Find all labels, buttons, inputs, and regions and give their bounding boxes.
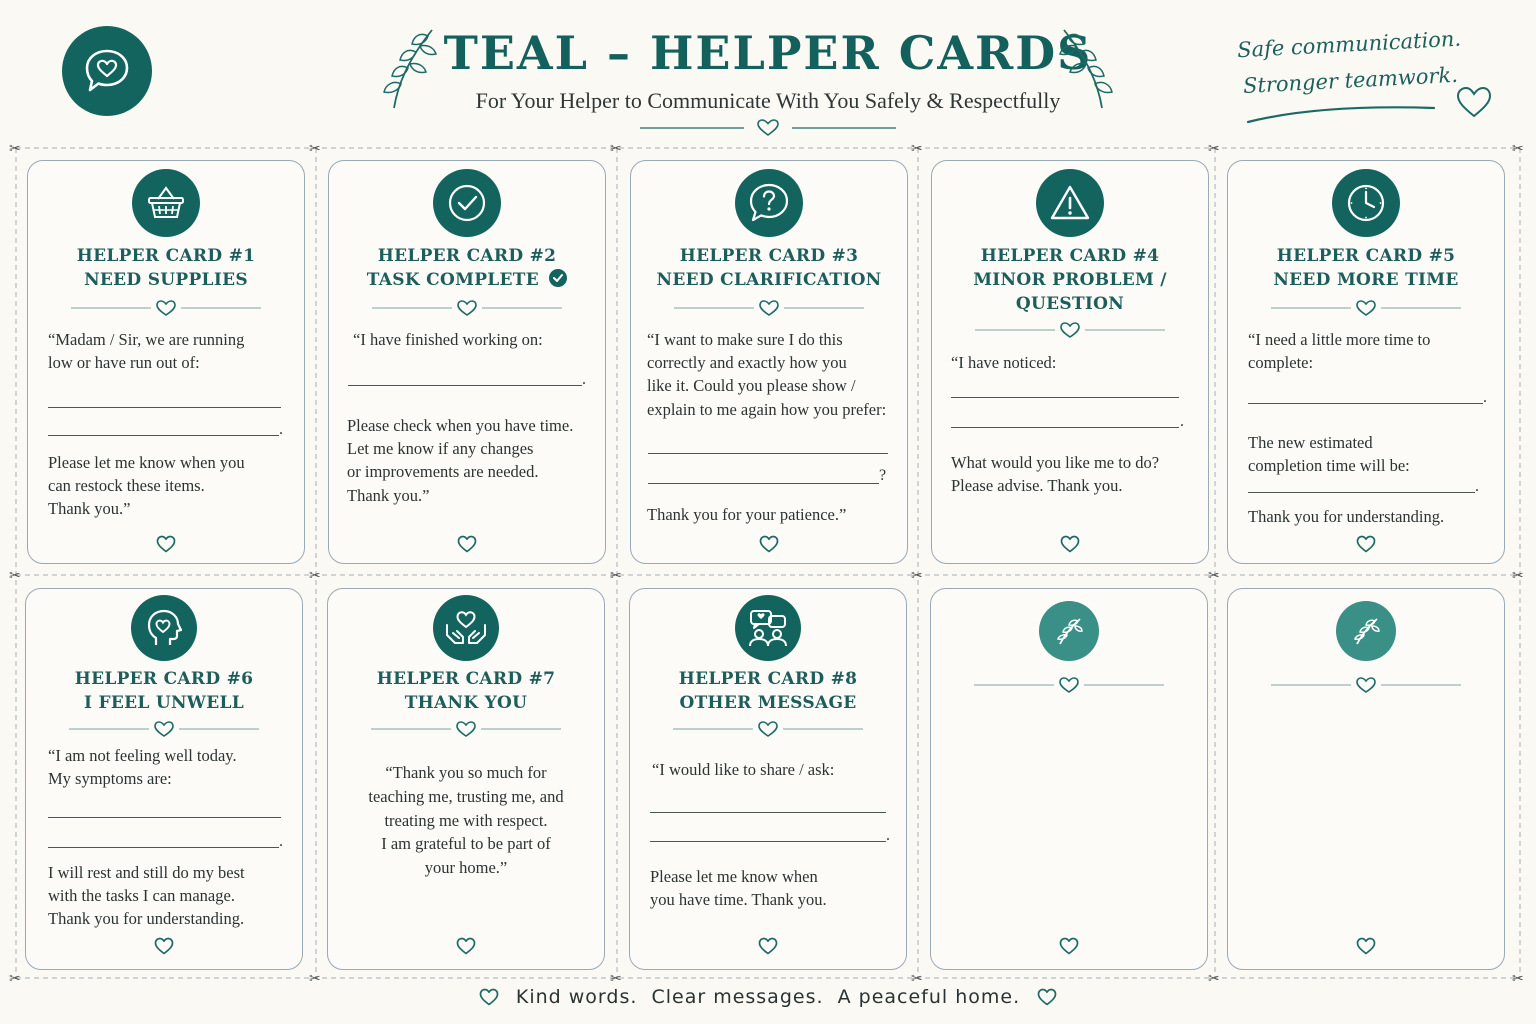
hands-heart-icon — [443, 607, 489, 649]
card-6-icon-badge — [131, 595, 197, 661]
card-3-divider — [674, 299, 864, 317]
card-3-title-number: HELPER CARD #3 — [679, 246, 859, 266]
svg-text:✂: ✂ — [610, 568, 622, 584]
card-3-closing-text — [647, 503, 891, 526]
svg-text:✂: ✂ — [1512, 568, 1524, 584]
card-5-intro-text — [1248, 328, 1488, 374]
card-4-title — [932, 244, 1208, 316]
card-7-title-label: THANK YOU — [404, 693, 528, 713]
blank-card-1-icon-badge — [1039, 601, 1099, 661]
card-4-closing-text — [951, 451, 1192, 497]
question-bubble-icon — [746, 180, 792, 226]
header-heart-divider — [640, 118, 896, 138]
card-6-fill-line-1[interactable] — [48, 817, 281, 818]
card-5-intro-line-2: complete: — [1248, 353, 1314, 373]
card-1-divider — [71, 299, 261, 317]
card-8-divider — [673, 720, 863, 738]
card-4-closing-line-1: What would you like me to do? — [951, 453, 1160, 472]
card-6-heart-icon — [154, 937, 174, 955]
card-1-closing-text — [48, 451, 288, 521]
svg-text:✂: ✂ — [9, 971, 21, 987]
svg-text:✂: ✂ — [309, 141, 321, 157]
checkmark-circle-icon — [446, 182, 488, 224]
tagline-line-2: Stronger teamwork. — [1242, 62, 1459, 99]
blank-card-2-heart-icon — [1356, 937, 1376, 955]
card-5-fill-line-2[interactable] — [1248, 492, 1475, 493]
card-6-title-label: I FEEL UNWELL — [84, 693, 244, 713]
card-4-heart-icon — [1060, 535, 1080, 553]
svg-text:✂: ✂ — [309, 568, 321, 584]
card-7-message-line-5: your home.” — [424, 858, 508, 878]
svg-text:✂: ✂ — [1208, 568, 1220, 584]
card-1-fill-line-2[interactable] — [48, 435, 279, 436]
card-3-heart-icon — [759, 535, 779, 553]
check-badge-icon — [549, 269, 567, 287]
card-2-period: . — [582, 371, 586, 388]
blank-card-2[interactable] — [1227, 588, 1505, 970]
leaf-sprig-icon — [1349, 614, 1383, 648]
card-8-fill-line-2[interactable] — [650, 841, 886, 842]
card-6-fill-line-2[interactable] — [48, 847, 279, 848]
card-3-closing-line-1: Thank you for your patience.” — [647, 505, 847, 524]
card-2-intro-line-1: “I have finished working on: — [353, 330, 543, 349]
card-5-icon-badge — [1332, 169, 1400, 237]
card-5-title — [1228, 244, 1504, 292]
tagline-line-1: Safe communication. — [1236, 26, 1462, 63]
card-2-closing-line-4: Thank you.” — [347, 485, 430, 505]
svg-text:✂: ✂ — [911, 568, 923, 584]
card-2-title-label: TASK COMPLETE — [366, 270, 540, 290]
card-5-divider — [1271, 299, 1461, 317]
card-5-closing-line-1: Thank you for understanding. — [1248, 507, 1445, 526]
card-5-fill-line-1[interactable] — [1248, 403, 1483, 404]
card-2-intro-text — [353, 328, 589, 351]
card-2-title-number: HELPER CARD #2 — [377, 246, 557, 266]
card-3-intro-text — [647, 328, 891, 421]
card-5-eta-line-2: completion time will be: — [1248, 456, 1410, 476]
card-6-closing-line-2: with the tasks I can manage. — [48, 886, 235, 906]
card-7-title — [328, 667, 604, 715]
card-3-title — [631, 244, 907, 292]
card-4-intro-text — [951, 351, 1192, 374]
card-5-heart-icon — [1356, 535, 1376, 553]
card-1-title-number: HELPER CARD #1 — [76, 246, 256, 266]
card-4-fill-line-1[interactable] — [951, 397, 1179, 398]
card-3-fill-line-1[interactable] — [648, 453, 888, 454]
head-heart-icon — [144, 607, 184, 649]
card-8-period: . — [886, 827, 890, 844]
card-1-heart-icon — [156, 535, 176, 553]
card-2-divider — [372, 299, 562, 317]
card-6-closing-line-1: I will rest and still do my best — [48, 863, 245, 882]
card-3-intro-line-4: explain to me again how you prefer: — [647, 399, 887, 419]
card-2-closing-line-3: or improvements are needed. — [347, 462, 539, 482]
card-4-title-label-2: QUESTION — [1015, 294, 1125, 314]
svg-text:✂: ✂ — [9, 141, 21, 157]
tagline-swoosh-heart — [1244, 78, 1496, 128]
card-7-message-line-2: teaching me, trusting me, and — [368, 786, 564, 806]
card-1-intro-line-2: low or have run out of: — [48, 353, 200, 373]
card-2-title-label-row — [329, 268, 605, 292]
card-8-intro-line-1: “I would like to share / ask: — [652, 760, 835, 779]
card-6-closing-line-3: Thank you for understanding. — [48, 909, 245, 929]
card-1-fill-line-1[interactable] — [48, 407, 281, 408]
card-3-icon-badge — [735, 169, 803, 237]
card-3-intro-line-3: like it. Could you please show / — [647, 376, 856, 396]
svg-text:✂: ✂ — [610, 141, 622, 157]
helper-card-7[interactable] — [327, 588, 605, 970]
card-1-closing-line-2: can restock these items. — [48, 476, 205, 496]
svg-text:✂: ✂ — [309, 971, 321, 987]
card-2-title — [329, 244, 605, 292]
card-5-eta-line-1: The new estimated — [1248, 433, 1373, 452]
card-8-title-number: HELPER CARD #8 — [678, 669, 858, 689]
svg-text:✂: ✂ — [911, 971, 923, 987]
svg-text:✂: ✂ — [911, 141, 923, 157]
chat-people-icon — [745, 606, 791, 650]
card-8-fill-line-1[interactable] — [650, 812, 886, 813]
card-7-title-number: HELPER CARD #7 — [376, 669, 556, 689]
card-8-closing-text — [650, 865, 890, 911]
blank-card-1-heart-icon — [1059, 937, 1079, 955]
card-4-title-label-1: MINOR PROBLEM / — [973, 270, 1167, 290]
card-7-heart-icon — [456, 937, 476, 955]
right-leaf-sprig-decoration — [1054, 24, 1124, 112]
card-2-icon-badge — [433, 169, 501, 237]
card-4-title-number: HELPER CARD #4 — [980, 246, 1160, 266]
footer-right-heart-icon — [1037, 988, 1057, 1006]
card-2-fill-line-1[interactable] — [348, 385, 582, 386]
card-4-closing-line-2: Please advise. Thank you. — [951, 476, 1123, 496]
blank-card-2-divider — [1271, 676, 1461, 694]
card-1-period: . — [279, 421, 283, 438]
card-2-closing-line-2: Let me know if any changes — [347, 439, 534, 459]
blank-card-2-icon-badge — [1336, 601, 1396, 661]
page-subtitle: For Your Helper to Communicate With You Safely & Respectfully — [475, 88, 1061, 113]
leaf-sprig-icon — [1052, 614, 1086, 648]
footer-left-heart-icon — [479, 988, 499, 1006]
card-1-closing-line-1: Please let me know when you — [48, 453, 245, 472]
card-6-intro-line-2: My symptoms are: — [48, 769, 172, 789]
card-6-title — [26, 667, 302, 715]
card-4-fill-line-2[interactable] — [951, 427, 1179, 428]
card-1-title-label: NEED SUPPLIES — [84, 270, 248, 290]
svg-text:✂: ✂ — [1208, 971, 1220, 987]
card-6-title-number: HELPER CARD #6 — [74, 669, 254, 689]
card-1-icon-badge — [132, 169, 200, 237]
card-8-heart-icon — [758, 937, 778, 955]
card-5-eta-text — [1248, 431, 1488, 477]
card-5-title-number: HELPER CARD #5 — [1276, 246, 1456, 266]
svg-text:✂: ✂ — [1512, 971, 1524, 987]
card-5-closing-text — [1248, 505, 1488, 528]
card-7-message-line-3: treating me with respect. — [384, 810, 548, 830]
card-5-period-1: . — [1483, 389, 1487, 406]
card-4-divider — [975, 321, 1165, 339]
card-1-intro-line-1: “Madam / Sir, we are running — [48, 330, 245, 349]
page-title: TEAL – HELPER CARDS — [443, 26, 1093, 80]
card-5-intro-line-1: “I need a little more time to — [1248, 330, 1431, 349]
card-7-message-line-1: “Thank you so much for — [385, 763, 547, 782]
clock-icon — [1344, 181, 1388, 225]
card-8-title-label: OTHER MESSAGE — [679, 693, 857, 713]
card-8-closing-line-2: you have time. Thank you. — [650, 890, 827, 910]
card-7-icon-badge — [433, 595, 499, 661]
card-6-closing-text — [48, 861, 286, 931]
card-6-intro-text — [48, 744, 286, 790]
card-8-icon-badge — [735, 595, 801, 661]
card-4-icon-badge — [1036, 169, 1104, 237]
card-3-fill-line-2[interactable] — [648, 483, 879, 484]
svg-text:✂: ✂ — [610, 971, 622, 987]
card-6-period: . — [279, 833, 283, 850]
blank-card-1[interactable] — [930, 588, 1208, 970]
card-3-question-mark: ? — [879, 467, 887, 484]
card-1-title — [28, 244, 304, 292]
card-3-intro-line-2: correctly and exactly how you — [647, 353, 847, 373]
card-3-title-label: NEED CLARIFICATION — [656, 270, 882, 290]
basket-icon — [144, 183, 188, 223]
card-5-period-2: . — [1475, 478, 1479, 495]
card-8-intro-text — [652, 758, 890, 781]
warning-triangle-icon — [1048, 182, 1092, 224]
card-5-title-label: NEED MORE TIME — [1273, 270, 1459, 290]
card-7-message-line-4: I am grateful to be part of — [381, 834, 551, 854]
card-7-divider — [371, 720, 561, 738]
helper-card-2[interactable] — [328, 160, 606, 564]
svg-text:✂: ✂ — [9, 568, 21, 584]
card-4-intro-line-1: “I have noticed: — [951, 353, 1057, 372]
card-2-closing-line-1: Please check when you have time. — [347, 416, 574, 435]
card-2-heart-icon — [457, 535, 477, 553]
helper-card-5[interactable] — [1227, 160, 1505, 564]
card-8-title — [630, 667, 906, 715]
card-6-divider — [69, 720, 259, 738]
footer-text: Kind words. Clear messages. A peaceful home. — [515, 986, 1021, 1008]
helper-card-6[interactable] — [25, 588, 303, 970]
helper-card-1[interactable] — [27, 160, 305, 564]
blank-card-1-divider — [974, 676, 1164, 694]
card-4-period: . — [1180, 413, 1184, 430]
svg-text:✂: ✂ — [1512, 141, 1524, 157]
helper-card-8[interactable] — [629, 588, 907, 970]
footer-tagline — [0, 986, 1536, 1008]
card-6-intro-line-1: “I am not feeling well today. — [48, 746, 237, 765]
card-3-intro-line-1: “I want to make sure I do this — [647, 330, 843, 349]
card-1-closing-line-3: Thank you.” — [48, 499, 131, 519]
svg-text:✂: ✂ — [1208, 141, 1220, 157]
helper-card-3[interactable] — [630, 160, 908, 564]
helper-card-4[interactable] — [931, 160, 1209, 564]
card-8-closing-line-1: Please let me know when — [650, 867, 818, 886]
card-1-intro-text — [48, 328, 288, 374]
card-7-message-text — [338, 761, 594, 880]
card-2-closing-text — [347, 414, 589, 507]
